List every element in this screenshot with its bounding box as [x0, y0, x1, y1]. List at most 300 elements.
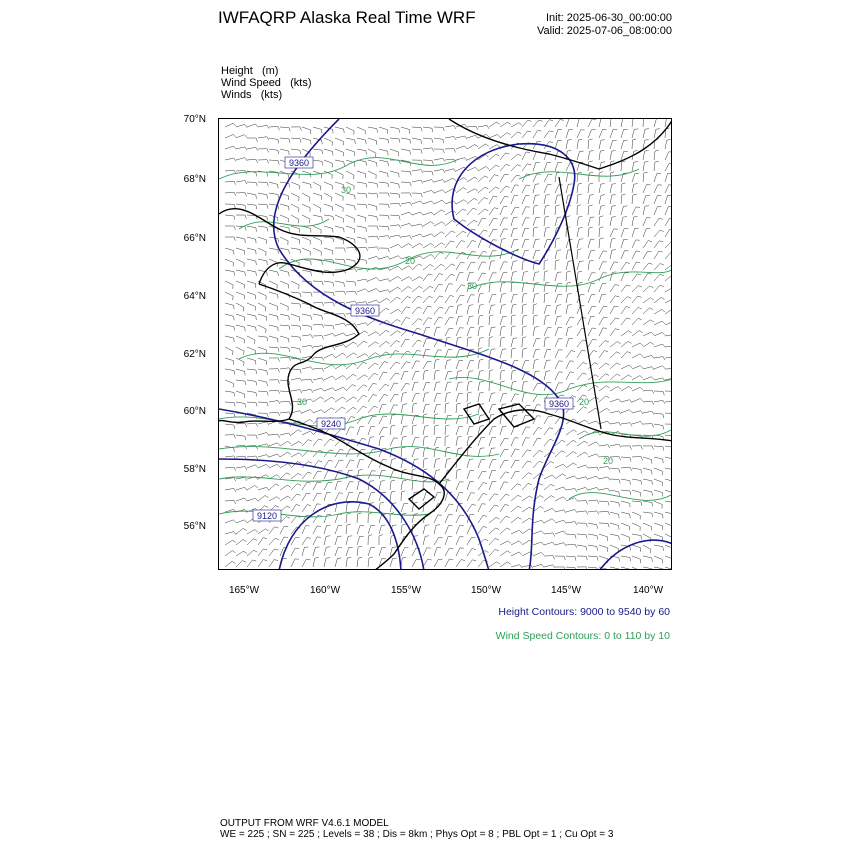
wind-barb: [423, 415, 424, 424]
wind-barb-flag: [410, 212, 413, 215]
wind-barb: [654, 366, 662, 369]
footer-model: OUTPUT FROM WRF V4.6.1 MODEL: [220, 818, 389, 829]
wind-barb-flag: [461, 241, 465, 242]
wind-barb: [478, 209, 485, 215]
wind-barb: [599, 328, 603, 336]
wind-barb: [357, 138, 366, 140]
wind-barb-flag: [288, 441, 291, 444]
wind-barb: [621, 410, 629, 413]
lat-label-68: 68°N: [183, 174, 206, 185]
wind-barb: [665, 334, 672, 336]
wind-barb: [522, 552, 530, 556]
wind-barb-flag: [472, 537, 476, 538]
wind-barb-flag: [234, 237, 235, 241]
wind-barb: [533, 339, 536, 347]
wind-barb-flag: [485, 155, 488, 157]
wind-barb: [555, 417, 561, 424]
wind-barb-flag: [506, 186, 510, 187]
wind-barb: [423, 243, 431, 248]
wind-barb-flag: [662, 309, 665, 312]
wind-barb: [632, 129, 634, 138]
map-plot-area: [218, 118, 672, 570]
wind-barb-flag: [424, 414, 428, 415]
wind-barb: [247, 539, 253, 545]
wind-barb-flag: [432, 128, 433, 132]
wind-barb: [357, 459, 360, 468]
lon-label-165: 165°W: [228, 585, 260, 596]
wind-barb: [621, 119, 623, 127]
wind-barb: [456, 437, 458, 446]
wind-barb: [478, 393, 480, 402]
wind-barb: [302, 450, 308, 457]
wind-barb: [258, 549, 264, 556]
wind-barb: [544, 484, 551, 490]
wind-barb-flag: [472, 504, 476, 505]
wind-barb: [654, 523, 663, 526]
wind-barb: [533, 152, 536, 160]
wind-barb-flag: [617, 363, 621, 365]
wind-barb: [665, 567, 672, 570]
wind-barb-flag: [267, 173, 268, 177]
wind-barb: [489, 135, 497, 139]
wind-barb: [522, 518, 530, 523]
wind-barb: [478, 273, 482, 281]
wind-barb: [632, 307, 638, 314]
wind-barb: [522, 120, 528, 127]
wind-barb: [511, 449, 515, 457]
wind-barb-flag: [662, 332, 665, 335]
wind-barb: [357, 247, 366, 248]
wind-barb-flag: [582, 350, 586, 351]
wind-barb: [401, 525, 402, 534]
wind-barb-flag: [333, 282, 334, 286]
wind-barb-flag: [245, 327, 246, 331]
wind-barb-flag: [306, 559, 310, 560]
wind-barb: [357, 504, 360, 513]
wind-barb-flag: [405, 339, 409, 340]
wind-barb: [632, 251, 636, 259]
wind-barb: [247, 347, 255, 351]
wind-barb-flag: [419, 264, 423, 266]
wind-barb: [522, 496, 529, 501]
wind-barb: [346, 333, 355, 336]
wind-barb-flag: [265, 506, 269, 508]
wind-barb: [269, 149, 278, 150]
wind-barb: [467, 371, 469, 380]
wind-barb: [610, 306, 614, 314]
wind-barb-flag: [435, 425, 439, 426]
wind-barb: [489, 305, 491, 314]
wind-barb-flag: [267, 272, 268, 276]
wind-barb-flag: [475, 144, 478, 146]
wind-barb-flag: [366, 140, 367, 144]
wind-barb: [544, 195, 546, 204]
wind-barb: [324, 281, 333, 282]
wind-barb: [236, 498, 245, 501]
wind-barb-flag: [355, 206, 356, 210]
wind-barb-flag: [353, 407, 356, 409]
wind-barb-flag: [421, 180, 423, 183]
wind-barb-flag: [575, 544, 577, 548]
wind-barb: [522, 283, 524, 292]
wind-barb: [654, 567, 663, 569]
wind-barb: [269, 182, 278, 184]
wind-barb: [368, 558, 369, 567]
wind-barb-flag: [343, 387, 346, 390]
wind-barb-flag: [634, 184, 638, 185]
wind-barb-flag: [267, 205, 268, 209]
wind-barb: [654, 556, 662, 559]
wind-barb-flag: [650, 308, 654, 310]
wind-barb-flag: [318, 461, 322, 462]
wind-barb: [555, 372, 559, 380]
wind-barb: [555, 239, 556, 248]
wind-barb: [258, 402, 267, 403]
wind-barb-flag: [267, 487, 270, 490]
wind-barb-flag: [432, 160, 433, 164]
wind-barb-flag: [428, 318, 432, 319]
wind-barb-flag: [612, 250, 616, 251]
wind-barb-flag: [322, 368, 324, 372]
wind-barb-flag: [310, 419, 313, 422]
wind-barb-flag: [545, 293, 549, 294]
wind-barb: [511, 207, 515, 215]
wind-barb: [643, 512, 652, 513]
wind-barb-flag: [586, 511, 588, 515]
wind-barb: [522, 483, 528, 490]
wind-barb: [335, 149, 343, 152]
wind-barb: [324, 204, 333, 207]
wind-barb: [632, 217, 634, 226]
wind-barb-flag: [245, 147, 247, 150]
wind-barb-flag: [297, 494, 301, 495]
wind-barb-flag: [245, 215, 246, 219]
wind-barb: [621, 512, 630, 514]
wind-barb: [357, 289, 365, 292]
wind-barb-flag: [560, 120, 564, 121]
wind-barb-flag: [655, 150, 659, 151]
wind-barb-flag: [322, 324, 324, 328]
wind-barb: [445, 274, 451, 281]
wind-barb-flag: [513, 272, 517, 273]
wind-barb-flag: [374, 373, 378, 374]
wind-barb: [544, 496, 551, 501]
wind-barb-flag: [612, 206, 616, 207]
wind-barb-flag: [663, 400, 665, 403]
wind-barb-flag: [435, 370, 439, 371]
height-label: 9360: [289, 158, 310, 168]
wind-barb: [544, 328, 548, 336]
wind-barb-flag: [366, 228, 367, 232]
wind-barb-flag: [245, 381, 246, 385]
wind-barb-flag: [594, 363, 598, 365]
wind-barb-flag: [256, 435, 257, 439]
wind-barb-flag: [563, 497, 566, 500]
wind-barb: [324, 182, 332, 185]
wind-barb: [621, 386, 629, 391]
wind-barb-flag: [328, 482, 332, 483]
wind-barb-flag: [480, 293, 484, 294]
wind-barb: [588, 184, 589, 193]
wind-barb-flag: [329, 460, 333, 461]
wind-barb-flag: [651, 377, 654, 380]
wind-barb-flag: [483, 516, 487, 517]
wind-barb-flag: [243, 307, 244, 311]
wind-barb: [643, 320, 650, 325]
wind-barb: [423, 536, 425, 545]
wind-barb: [225, 402, 234, 403]
wind-barb-flag: [255, 465, 258, 468]
wind-barb-flag: [465, 124, 468, 127]
wind-barb-flag: [638, 296, 642, 297]
wind-barb: [225, 292, 233, 296]
wind-barb-flag: [556, 238, 560, 239]
wind-barb: [643, 151, 645, 160]
wind-barb-flag: [577, 249, 581, 250]
wind-barb-flag: [526, 185, 530, 186]
wind-barb: [456, 503, 459, 512]
wind-barb-flag: [322, 150, 323, 154]
wind-barb: [577, 130, 581, 138]
wind-barb-flag: [233, 123, 236, 126]
wind-barb-flag: [366, 184, 367, 188]
wind-barb-flag: [460, 295, 464, 296]
wind-barb-flag: [322, 336, 324, 340]
wind-barb: [379, 171, 388, 173]
wind-barb: [225, 215, 234, 216]
wind-barb: [544, 371, 546, 380]
wind-barb-flag: [608, 511, 610, 515]
wind-barb: [610, 479, 619, 480]
wind-barb: [225, 135, 233, 139]
wind-barb-flag: [575, 510, 577, 513]
wind-barb-flag: [652, 558, 653, 562]
wind-barb: [412, 382, 415, 391]
wind-barb-flag: [296, 505, 300, 506]
wind-barb: [599, 195, 601, 204]
wind-barb: [456, 200, 464, 204]
wind-barb-flag: [545, 216, 549, 217]
wind-barb: [247, 560, 253, 567]
wind-barb: [577, 407, 583, 413]
wind-barb-flag: [278, 380, 280, 384]
wind-barb: [280, 391, 289, 392]
wind-barb-flag: [399, 203, 401, 207]
wind-barb-flag: [573, 463, 576, 465]
wind-barb: [412, 277, 420, 281]
wind-barb-flag: [295, 548, 299, 549]
wind-barb: [236, 347, 244, 351]
wind-barb-flag: [592, 306, 596, 307]
wind-barb: [665, 435, 672, 436]
wind-barb-flag: [567, 271, 571, 272]
wind-barb: [357, 481, 359, 490]
wind-barb: [412, 149, 421, 150]
wind-barb-flag: [467, 403, 471, 404]
wind-barb-flag: [366, 279, 368, 282]
wind-barb: [390, 471, 393, 479]
wind-barb-flag: [449, 328, 453, 329]
wind-barb: [588, 397, 596, 402]
wind-barb: [522, 540, 530, 545]
wind-barb-flag: [299, 441, 302, 444]
wind-barb: [280, 347, 289, 348]
wind-barb-flag: [575, 522, 577, 526]
wind-barb: [621, 285, 627, 292]
wind-barb: [412, 212, 421, 215]
wind-barb: [313, 324, 322, 325]
wind-barb: [280, 149, 289, 151]
wind-barb: [324, 193, 332, 197]
wind-barb-flag: [391, 425, 395, 426]
wind-barb-flag: [442, 190, 445, 193]
wind-barb-flag: [332, 397, 335, 399]
wind-barb: [247, 303, 255, 307]
wind-barb-flag: [542, 564, 545, 567]
wind-barb: [610, 342, 617, 347]
wind-barb-flag: [564, 543, 566, 546]
wind-barb-flag: [501, 370, 505, 371]
wind-barb-flag: [243, 540, 246, 542]
wind-barb: [225, 303, 234, 305]
wind-barb: [544, 294, 545, 303]
wind-barb-flag: [562, 474, 565, 476]
wind-barb-flag: [482, 273, 486, 274]
wind-barb-flag: [233, 520, 236, 523]
wind-barb-flag: [589, 183, 593, 184]
wind-barb-flag: [660, 285, 664, 286]
wind-barb: [643, 401, 652, 402]
wind-barb: [269, 237, 278, 239]
wind-barb-flag: [388, 279, 390, 282]
wind-barb-flag: [549, 416, 553, 417]
wind-barb: [533, 239, 536, 248]
wind-barb: [522, 218, 526, 226]
wind-barb-flag: [567, 150, 571, 151]
wind-barb: [302, 505, 307, 512]
wind-barb: [368, 247, 377, 248]
wind-barb-flag: [669, 163, 672, 164]
wind-barb: [588, 206, 589, 215]
wind-barb: [500, 562, 507, 567]
wind-barb-flag: [267, 217, 268, 221]
wind-barb: [379, 149, 388, 151]
wind-barb: [654, 321, 662, 325]
wind-barb-flag: [410, 151, 411, 155]
wind-barb: [390, 405, 394, 413]
wind-barb-flag: [375, 342, 378, 344]
wind-barb: [357, 395, 363, 402]
wind-barb-flag: [278, 358, 280, 362]
wind-barb: [335, 493, 339, 501]
wind-barb: [599, 262, 603, 270]
wind-barb: [434, 264, 441, 270]
wind-barb: [500, 516, 506, 523]
wind-barb: [654, 413, 663, 414]
wind-barb-flag: [507, 551, 510, 553]
wind-barb: [577, 452, 585, 457]
wind-barb: [599, 251, 603, 259]
wind-barb: [434, 525, 436, 534]
wind-barb-flag: [234, 478, 236, 482]
wind-barb-flag: [353, 374, 356, 376]
wind-barb: [269, 390, 278, 391]
wind-barb: [665, 556, 672, 559]
wind-barb-flag: [641, 536, 642, 540]
wind-barb: [588, 467, 597, 468]
wind-barb-flag: [447, 459, 451, 460]
wind-barb: [236, 303, 244, 307]
wind-barb: [346, 503, 347, 512]
wind-barb: [412, 296, 418, 303]
wind-barb: [544, 120, 549, 127]
wind-barb: [522, 207, 526, 215]
wind-barb: [511, 327, 512, 336]
wind-barb: [500, 394, 503, 403]
wind-barb: [643, 523, 651, 527]
wind-barb-flag: [645, 206, 649, 207]
wind-barb: [357, 149, 366, 151]
wind-barb: [577, 140, 578, 149]
wind-barb: [401, 149, 410, 151]
wind-barb: [280, 496, 288, 501]
wind-barb: [621, 490, 630, 491]
wind-barb: [236, 467, 245, 469]
wind-barb: [599, 466, 608, 468]
wind-barb-flag: [428, 361, 432, 362]
wind-barb-flag: [640, 376, 643, 379]
wind-barb-flag: [245, 498, 248, 501]
wind-barb-flag: [366, 260, 367, 264]
wind-barb: [610, 296, 615, 303]
wind-barb: [291, 559, 295, 567]
wind-barb: [302, 493, 306, 501]
wind-barb: [313, 127, 322, 130]
wind-barb-flag: [267, 455, 269, 458]
wind-barb: [390, 235, 399, 237]
wind-barb: [643, 411, 652, 413]
wind-barb: [258, 369, 267, 371]
wind-barb-flag: [660, 264, 664, 266]
wind-barb: [478, 494, 483, 502]
wind-barb-flag: [418, 319, 422, 321]
wind-barb-flag: [398, 244, 401, 247]
wind-barb: [621, 523, 629, 526]
wind-barb: [577, 173, 578, 182]
wind-barb-flag: [388, 257, 390, 260]
wind-barb: [335, 407, 342, 413]
wind-barb-flag: [377, 217, 378, 221]
wind-barb: [434, 232, 441, 237]
wind-barb: [467, 167, 475, 171]
wind-barb: [324, 138, 332, 142]
wind-barb: [665, 479, 672, 481]
wind-barb-flag: [518, 495, 522, 497]
wind-barb: [643, 263, 649, 270]
wind-barb: [643, 229, 646, 237]
wind-barb: [247, 498, 256, 501]
wind-barb-flag: [524, 381, 528, 382]
wind-barb-flag: [637, 274, 641, 275]
wind-barb-flag: [333, 238, 334, 242]
wind-barb: [236, 391, 245, 394]
wind-barb-flag: [652, 355, 655, 358]
wind-barb: [412, 548, 416, 556]
wind-barb-flag: [640, 354, 643, 357]
wind-barb: [324, 408, 331, 413]
wind-barb-flag: [384, 395, 388, 396]
wind-barb: [346, 215, 354, 219]
